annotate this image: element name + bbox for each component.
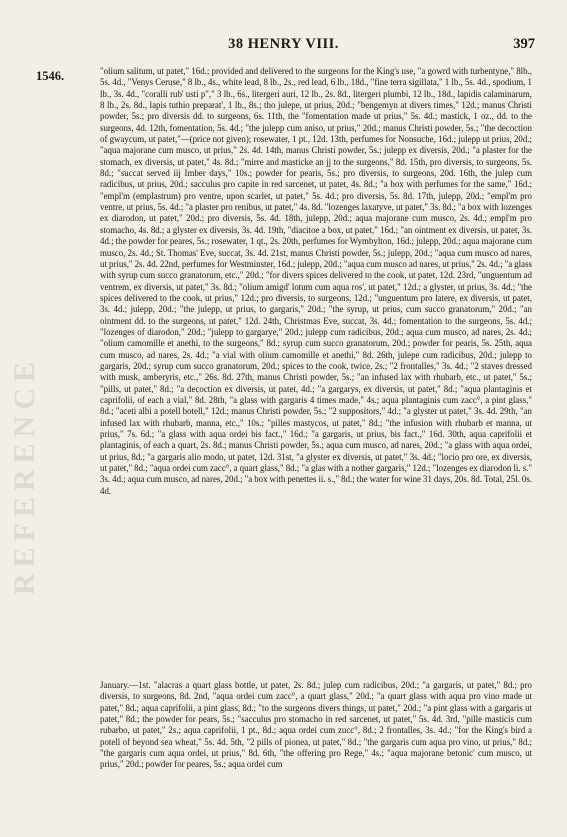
watermark-stamp: REFERENCE xyxy=(8,355,41,595)
entry-paragraph-january: January.—1st. "alacras a quart glass bottle, ut patet, 2s. 8d.; julep cum radicibus, 20d.; "a gargaris, ut patet," 8d.; pro diversis, to surgeons, 8d. 2nd, "aqua ordei cum zacc°, a quart glass," 20d.; "a quart glass with aqua pro vino made ut patet," 8d.; aqua caprifolii, a pint glass, 8d.; "to the surgeons divers things, ut patet," 20d.; "a pint glass with a gargaris ut patet," 8d.; the powder for pears, 5s.; "sacculus pro stomacho in red sarcenet, ut patet," 5s. 4d. 3rd, "pille masticis cum rubarbo, ut patet," 2s.; aqua caprifolii, 1 pt., 8d.; aqua ordei cum zucc°, 8d.; 2 frontalles, 3s. 4d.; "for the King's bird a potell of beyond sea wheat," 5s. 4d. 5th, "2 pills of pionea, ut patet," 8d.; "the gargaris cum aqua pro vino, ut prius," 8d.; "the gargaris cum aqua ordei, ut prius," 8d. 6th, "the offering pro Rege," 4s.; "aqua majorane betonic' cum musco, ut prius," 20d.; powder for peares, 5s.; aqua ordei cum xyxy=(100,680,532,770)
page-title: 38 HENRY VIII. xyxy=(228,36,339,52)
margin-year: 1546. xyxy=(36,69,65,83)
running-head xyxy=(0,36,567,56)
page-number: 397 xyxy=(513,36,535,52)
entry-paragraph-december: "olium salitum, ut patet," 16d.; provided and delivered to the surgeons for the King's use, "a gowrd with turbentyne," 8lb., 5s. 4d., "Venys Ceruse," 8 lb., 4s., white lead, 8 lb., 2s., red lead, 6 lb., 18d., "fine terra sigillata," 1 lb., 5s. 4d., spodium, 1 lb., 3s. 4d., "coralli rub' usti p"," 3 lb., 6s., litergeri auri, 12 lb., 2s. 8d., litergeri plumbi, 12 lb., 18d., lapidis calaminarum, 8 lb., 2s. 8d., lapis tuthio preparat', 1 lb., 8s.; tho julepe, ut prius, 20d.; "bengemyn at divers times," 12d.; manus Christi powder, 5s.; pro diversis dd. to surgeons, 6s. 11th, the "fomentation made ut prius," 5s. 4d.; mastick, 1 oz., dd. to the surgeons, 4d. 12th, fomentation, 5s. 4d.; "the julepp cum aniso, ut prius," 20d.; manus Christi powder, 5s.; "the decoction of gwaycum, ut patet,"—(price not given); rosewater, 1 pt., 12d. 13th, perfumes for Nonsuche, 16d.; julepp ut prius, 20d.; "aqua majorane cum musco, ut prius," 2s. 4d. 14th, manus Christi powder, 5s.; julepp ex diversis, 20d.; "a plaster for the stomach, ex diversis, ut patet," 4s. 8d.; "mirre and masticke an jj to the surgeons," 8d. 15th, pro diversis, to surgeons, 5s. 8d.; "succat served iij Imber days," 10s.; powder for pearis, 5s.; pro diversis, to surgeons, 20d. 16th, the julep cum radicibus, ut prius, 20d.; sacculus pro capite in red sarcenet, ut patet, 4s. 8d.; "a box with perfumes for the same," 16d.; "empl'm (emplastrum) pro ventre, upon scarlet, ut patet," 5s. 4d.; pro diversis, 5s. 8d. 17th, julepp, 20d.; "empl'm pro ventre, ut prius, 5s. 4d.; "a plaster pro renibus, ut patet," 4s. 8d. "lozenges laxatyve, ut patet," 3s. 8d.; "a box with lozenges ex diarodon, ut patet," 20d.; pro diversis, 5s. 4d. 18th, julepp, 20d.; aqua majorane cum musco, 2s. 4d.; empl'm pro stomacho, 4s. 8d.; a glyster ex diversis, 3s. 4d. 19th, "diacitoe a box, ut patet," 16d.; "an ointment ex diversis, ut patet, 3s. 4d.; the powder for peares, 5s.; rosewater, 1 qt., 2s. 20th, perfumes for Wymbylton, 16d.; julepp, 20d.; aqua majorane cum musco, 2s. 4d.; St. Thomas' Eve, succat, 3s. 4d. 21st, manus Christi powder, 5s.; julepp, 20d.; "aqua cum musco ad nares, ut prius," 2s. 4d. 22nd, perfumes for Westminster, 16d.; julepp, 20d.; "aqua cum musco ad nares, ut prius," 2s. 4d.; "a glass with syrup cum succo granatorum, etc.," 20d.; "for divers spices delivered to the cook, ut patet, 12d. 23rd, "unguentum ad ventrem, ex diversis, ut patet," 3s. 8d.; "olium amigd' lotum cum aqua ros', ut patet," 12d.; a glyster, ut prius, 3s. 4d.; "the spices delivered to the cook, ut prius," 12d.; pro diversis, to surgeons, 12d.; "unguentum pro latere, ex diversis, ut patet, 3s. 4d.; julepp, 20d.; "the julepp, ut prius, to gargaris," 20d.; "the syrup, ut prius, cum succo granatorum," 20d.; "an ointment dd. to the surgeons, ut patet," 12d. 24th, Christmas Eve, succat, 3s. 4d.; fomentation to the surgeons, 5s. 4d.; "lozenges of diarodon," 20d.; "julepp to gargarye," 20d.; julepp cum radicibus, 20d.; aqua cum musco, ad nares, 2s. 4d.; "olium camomille et anethi, to the surgeons," 8d.; syrup cum succo granatorum, 20d.; powder for pearis, 5s. 25th, aqua cum musco, ad nares, 2s. 4d.; "a vial with olium camomille et anethi," 8d. 26th, julepe cum radicibus, 20d.; julepp to gargaris, 20d.; syrup cum succo granatorum, 20d.; spices to the cook, twice, 2s.; "2 frontalles," 3s. 4d.; "2 staves dressed with musk, amberyris, etc.," 26s. 8d. 27th, manus Christi powder, 5s.; "an infused lax with rhubarb, etc., ut patet," 5s.; "pills, ut patet," 8d.; "a decoction ex diversis, ut patet, 4d.; "a gargarys, ex diversis, ut patet," 8d.; "aqua plantaginis et caprifolii, of each a vial," 8d. 28th, "a glass with gargaris 4 times made," 4s.; aqua plantaginis cum zacc°, a pint glass," 8d.; "aceti albi a potell botell," 12d.; manus Christi powder, 5s.; "2 suppositors," 4d.; "a glyster ut patet," 3s. 4d. 29th, "an infused lax with rhubarb, manna, etc.," 10s.; "pilles mastycos, ut patet," 8d.; "the infusion with rhubarb et manna, ut prius," 7s. 6d.; "a glass with aqua ordei bis fact.," 16d.; "a gargaris, ut prius, bis fact.," 16d. 30th, aqua caprifolii et plantaginis, of each a quart, 2s. 8d.; manus Christi powder, 5s.; aqua cum musco, ad nares, 20d.; "a glass with aqua ordei, ut prius, 8d.; "a gargaris alio modo, ut patet, 12d. 31st, "a glyster ex diversis, ut patet," 3s. 4d.; "locio pro ore, ex diversis, ut patet," 8d.; "aqua ordei cum zacc°, a quart glass," 8d.; "a glas with a nother gargaris," 12d.; "lozenges ex diarodon li. s." 3s. 4d.; aqua cum musco, ad nares, 20d.; "a box with penettes ii. s.," 8d.; the water for wine 31 days, 20s. 8d. Total, 25l. 0s. 4d. xyxy=(100,66,532,496)
